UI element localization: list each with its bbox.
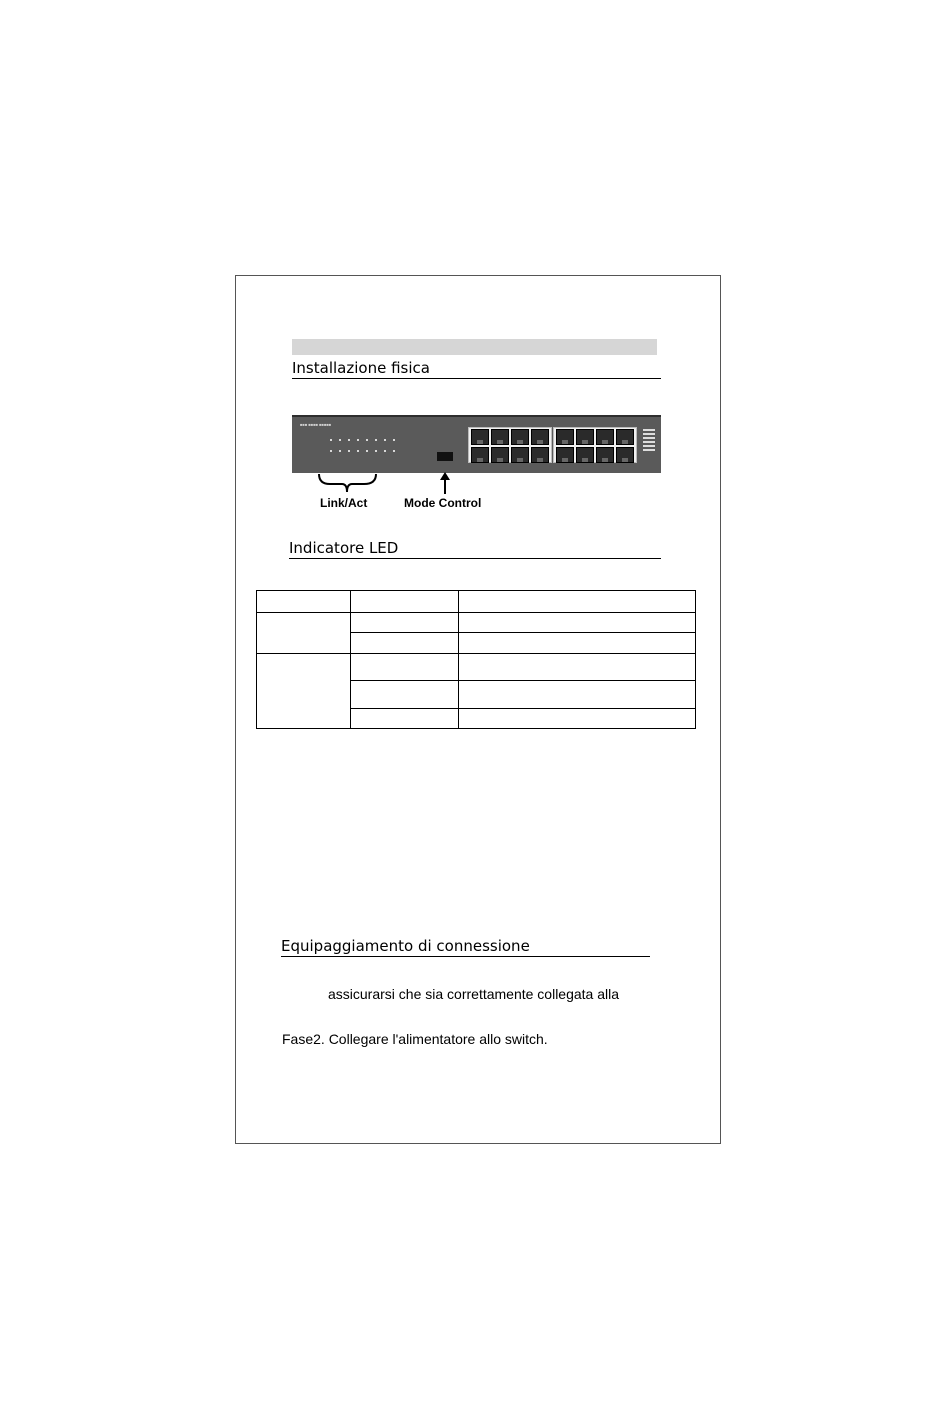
figure-callouts — [290, 472, 470, 496]
mode-control-label: Mode Control — [404, 496, 482, 510]
port-group-right — [553, 427, 637, 463]
table-row — [257, 591, 696, 613]
rj45-port — [596, 447, 614, 463]
rj45-port — [616, 429, 634, 445]
rj45-port — [471, 429, 489, 445]
led-table — [256, 590, 696, 729]
table-cell — [459, 613, 696, 633]
table-cell — [257, 654, 351, 729]
table-cell — [257, 591, 351, 613]
table-cell — [459, 633, 696, 654]
mode-control-button — [437, 452, 453, 461]
table-cell — [351, 613, 459, 633]
led-row-bottom — [330, 450, 395, 452]
rj45-port — [511, 447, 529, 463]
table-row — [257, 654, 696, 681]
rj45-port — [576, 447, 594, 463]
brand-logo — [643, 429, 655, 451]
table-row — [257, 613, 696, 633]
table-cell — [351, 591, 459, 613]
heading-led-indicators: Indicatore LED — [289, 539, 661, 559]
rj45-port — [576, 429, 594, 445]
mode-control-arrow-head — [440, 472, 450, 480]
switch-front-panel-image — [292, 415, 661, 473]
heading-connection-equipment: Equipaggiamento di connessione — [281, 937, 650, 957]
section-band — [292, 339, 657, 355]
table-cell — [351, 709, 459, 729]
table-cell — [351, 681, 459, 709]
table-cell — [257, 613, 351, 654]
led-row-top — [330, 439, 395, 441]
port-group-left — [468, 427, 552, 463]
body-text-line: assicurarsi che sia correttamente collegata alla — [328, 986, 620, 1002]
link-act-brace — [319, 474, 376, 492]
link-act-label: Link/Act — [320, 496, 368, 510]
rj45-port — [556, 447, 574, 463]
rj45-port — [556, 429, 574, 445]
body-text-step2: Fase2. Collegare l'alimentatore allo switch. — [282, 1031, 548, 1047]
table-cell — [459, 681, 696, 709]
rj45-port — [596, 429, 614, 445]
rj45-port — [616, 447, 634, 463]
rj45-port — [491, 429, 509, 445]
table-cell — [459, 591, 696, 613]
table-cell — [351, 654, 459, 681]
rj45-port — [471, 447, 489, 463]
rj45-port — [491, 447, 509, 463]
rj45-port — [531, 429, 549, 445]
table-cell — [459, 654, 696, 681]
heading-physical-install: Installazione fisica — [292, 359, 661, 379]
table-cell — [459, 709, 696, 729]
panel-model-print: ■■■ ■■■■ ■■■■■ — [300, 422, 332, 427]
table-cell — [351, 633, 459, 654]
rj45-port — [531, 447, 549, 463]
rj45-port — [511, 429, 529, 445]
